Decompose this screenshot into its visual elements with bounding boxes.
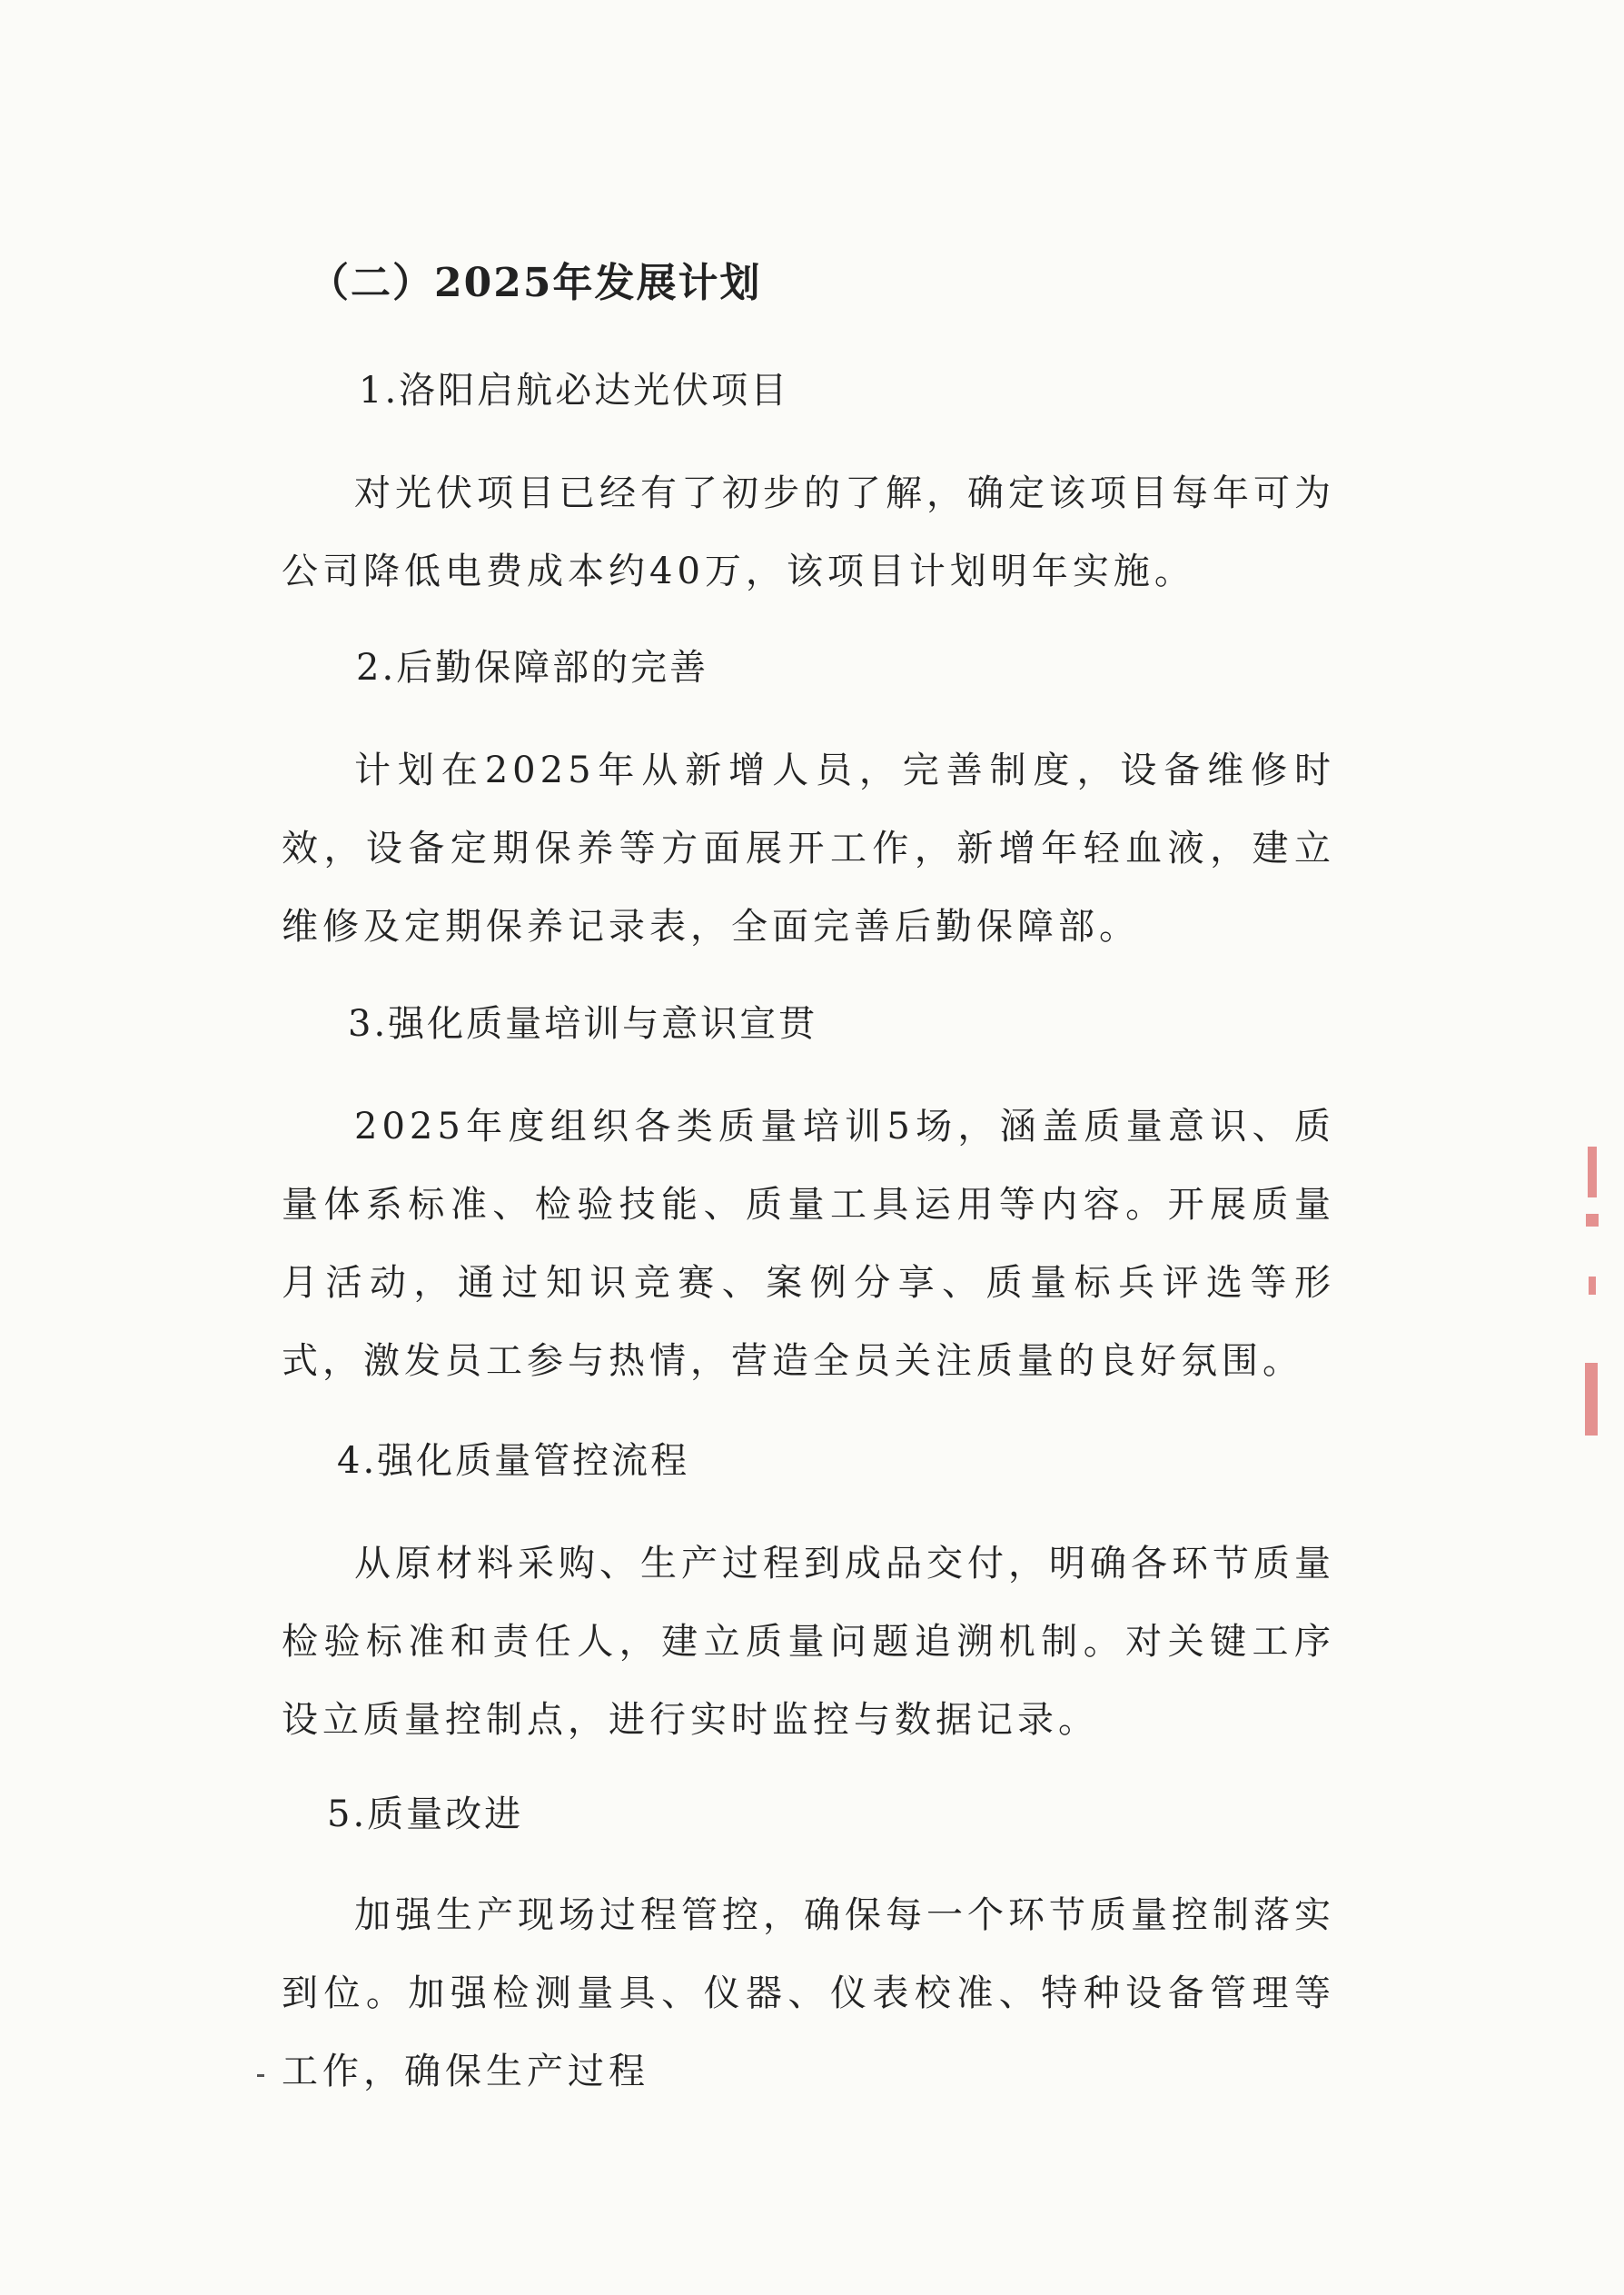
seal-fragment [1588, 1147, 1597, 1197]
item-4-title: 4.强化质量管控流程 [337, 1440, 690, 1482]
item-2-body: 计划在2025年从新增人员，完善制度，设备维修时效，设备定期保养等方面展开工作，新增年轻血液，建立维修及定期保养记录表，全面完善后勤保障部。 [282, 750, 1335, 948]
section-heading: （二）2025年发展计划 [309, 260, 762, 306]
item-5-body: 加强生产现场过程管控，确保每一个环节质量控制落实到位。加强检测量具、仪器、仪表校准、特种设备管理等工作，确保生产过程 [282, 1894, 1335, 2092]
item-5-title: 5.质量改进 [327, 1793, 524, 1835]
item-1-title: 1.洛阳启航必达光伏项目 [359, 370, 790, 412]
scan-speck [257, 2074, 264, 2077]
item-2-title: 2.后勤保障部的完善 [356, 647, 709, 689]
item-3-title: 3.强化质量培训与意识宣贯 [348, 1003, 818, 1045]
seal-fragment [1586, 1214, 1599, 1227]
item-4-body: 从原材料采购、生产过程到成品交付，明确各环节质量检验标准和责任人，建立质量问题追溯机制。对关键工序设立质量控制点，进行实时监控与数据记录。 [282, 1543, 1335, 1741]
seal-fragment [1585, 1363, 1598, 1436]
item-1-body: 对光伏项目已经有了初步的了解，确定该项目每年可为公司降低电费成本约40万，该项目计划明年实施。 [282, 472, 1335, 592]
item-3-body: 2025年度组织各类质量培训5场，涵盖质量意识、质量体系标准、检验技能、质量工具运用等内容。开展质量月活动，通过知识竞赛、案例分享、质量标兵评选等形式，激发员工参与热情，营造全员关注质量的良好氛围。 [282, 1106, 1335, 1382]
seal-fragment [1589, 1277, 1596, 1295]
